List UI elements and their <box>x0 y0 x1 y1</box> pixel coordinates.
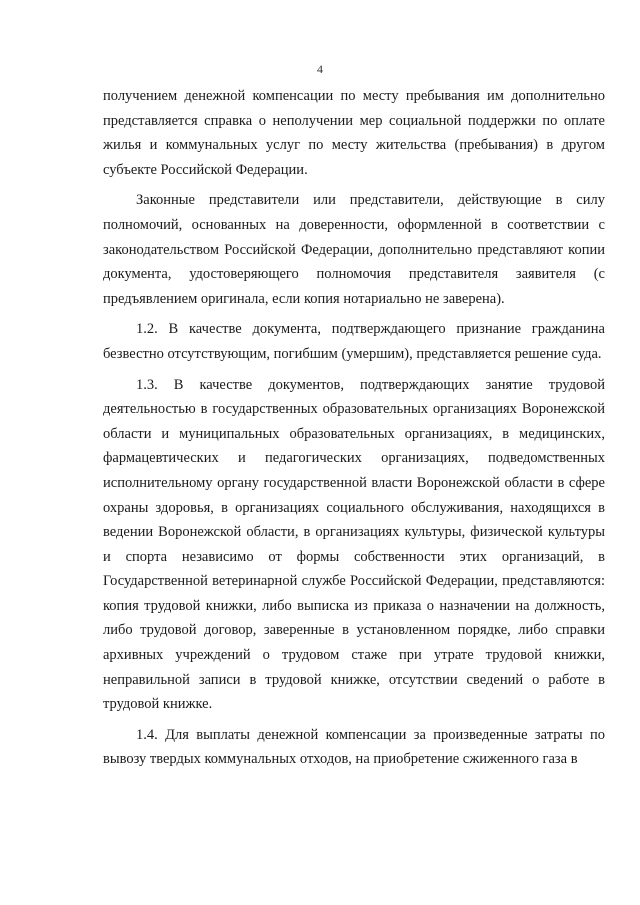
paragraph-1-2: 1.2. В качестве документа, подтверждающего признание гражданина безвестно отсутствующим, погибшим (умершим), представляется решение суда. <box>103 321 605 362</box>
paragraph-1-3: 1.3. В качестве документов, подтверждающих занятие трудовой деятельностью в государственных образовательных организациях Воронежской области и муниципальных образовательных организациях, в медицинских, фармацевтических и педагогических организациях, подведомственных исполнительному органу государственной власти Воронежской области в сфере охраны здоровья, в организациях социального обслуживания, находящихся в ведении Воронежской области, в организациях культуры, физической культуры и спорта независимо от формы собственности этих организаций, в Государственной ветеринарной службе Российской Федерации, представляются: копия трудовой книжки, либо выписка из приказа о назначении на должность, либо трудовой договор, заверенные в установленном порядке, либо справки архивных учреждений о трудовом стаже при утрате трудовой книжки, неправильной записи в трудовой книжке, отсутствии сведений о работе в трудовой книжке. <box>103 376 605 713</box>
page-number: 4 <box>317 62 323 76</box>
document-body <box>103 84 605 778</box>
paragraph-representatives: Законные представители или представители, действующие в силу полномочий, основанных на доверенности, оформленной в соответствии с законодательством Российской Федерации, дополнительно представляют копии документа, удостоверяющего полномочия представителя заявителя (с предъявлением оригинала, если копия нотариально не заверена). <box>103 192 605 307</box>
paragraph-1-4: 1.4. Для выплаты денежной компенсации за произведенные затраты по вывозу твердых коммунальных отходов, на приобретение сжиженного газа в <box>103 726 605 768</box>
paragraph-continuation: получением денежной компенсации по месту пребывания им дополнительно представляется справка о неполучении мер социальной поддержки по оплате жилья и коммунальных услуг по месту жительства (пребывания) в другом субъекте Российской Федерации. <box>103 88 605 178</box>
